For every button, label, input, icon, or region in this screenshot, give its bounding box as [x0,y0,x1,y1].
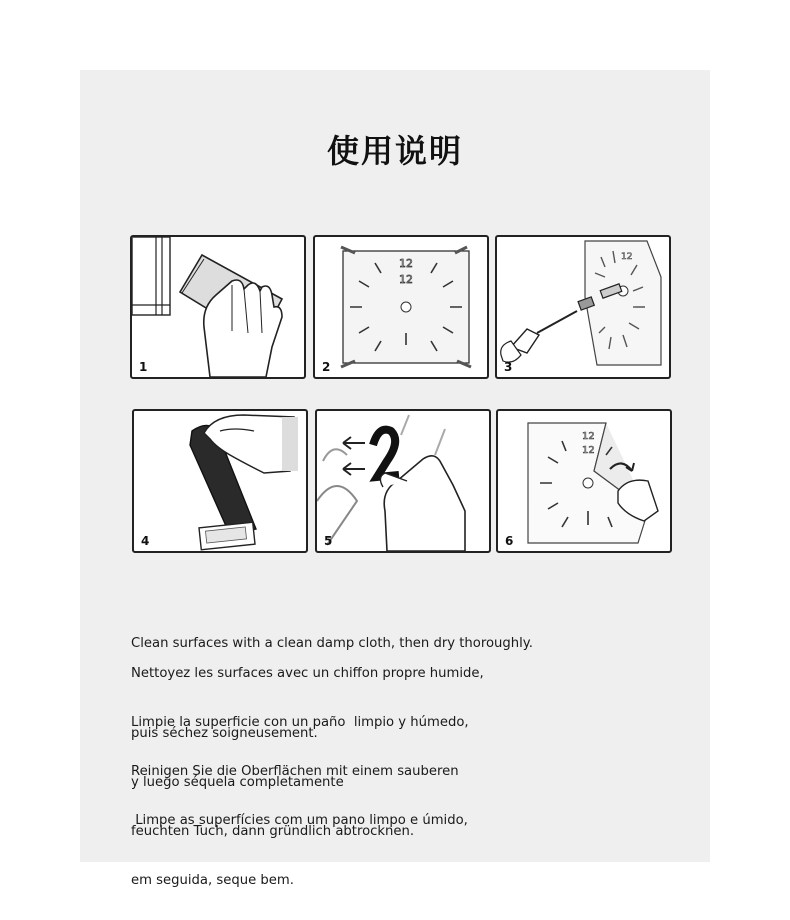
page-title: 使用说明 [326,132,463,170]
instruction-line: y luego séquela completamente [131,775,344,790]
clock-numeral-top: 12 [399,257,413,270]
instruction-line: Limpie la superficie con un paño limpio y húmedo, [131,715,469,730]
clock-numeral-bottom: 12 [399,273,413,286]
instruction-line: Nettoyez les surfaces avec un chiffon propre humide, [131,666,484,681]
step-number: 5 [324,534,333,548]
instruction-line: Clean surfaces with a clean damp cloth, then dry thoroughly. [131,636,533,651]
instruction-line: Limpe as superfícies com um pano limpo e úmido, [131,813,468,828]
screwdriver-mount-icon [497,237,669,377]
clock-template-icon [315,237,487,377]
instruction-line: feuchten Tuch, dann gründlich abtrocknen. [131,824,415,839]
step-panel-1 [130,235,306,379]
wipe-surface-icon [132,237,304,377]
step-panel-6 [496,409,672,553]
step-number: 3 [504,360,513,374]
instruction-line: Reinigen Sie die Oberflächen mit einem sauberen [131,764,459,779]
step-number: 4 [141,534,150,548]
peel-adhesive-icon [134,411,306,551]
clock-numeral-top: 12 [582,431,595,442]
step-panel-4 [132,409,308,553]
step-panel-3 [495,235,671,379]
step-number: 2 [322,360,331,374]
instruction-line: em seguida, seque bem. [131,873,294,888]
step-number: 6 [505,534,514,548]
instruction-line: puis séchez soigneusement. [131,726,318,741]
instruction-portuguese [131,771,651,911]
peel-template-icon [498,411,670,551]
clock-numeral-bottom: 12 [582,445,595,456]
step-number: 1 [139,360,148,374]
clock-numeral: 12 [621,252,633,262]
step-panel-2 [313,235,489,379]
press-number-icon [317,411,489,551]
step-panel-5 [315,409,491,553]
